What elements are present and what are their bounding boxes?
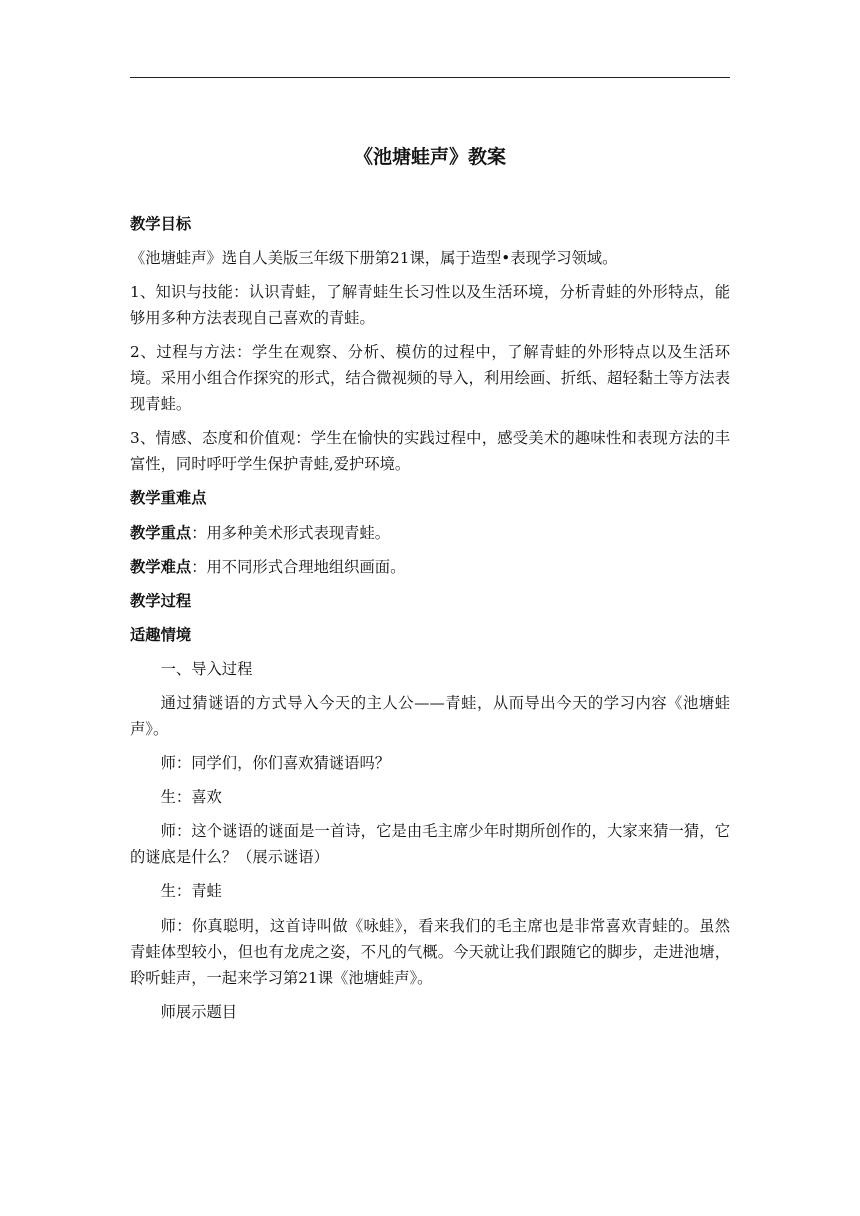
step-1-heading: 一、导入过程 xyxy=(160,659,253,678)
dialog-line: 生：青蛙 xyxy=(160,882,222,901)
intro-paragraph: 通过猜谜语的方式导入今天的主人公——青蛙，从而导出今天的学习内容《池塘蛙声》。 xyxy=(130,694,730,739)
document-body xyxy=(130,211,730,1033)
teaching-difficulty-text: ：用不同形式合理地组织画面。 xyxy=(191,557,406,576)
header-rule xyxy=(130,77,730,78)
dialog-line: 师：你真聪明，这首诗叫做《咏蛙》，看来我们的毛主席也是非常喜欢青蛙的。虽然青蛙体型较小，但也有龙虎之姿，不凡的气概。今天就让我们跟随它的脚步，走进池塘，聆听蛙声，一起来学习第21课《池塘蛙声》。 xyxy=(130,916,730,987)
objective-knowledge-skills: 1、知识与技能：认识青蛙，了解青蛙生长习性以及生活环境，分析青蛙的外形特点，能够用多种方法表现自己喜欢的青蛙。 xyxy=(130,283,730,328)
teaching-difficulty-label: 教学难点 xyxy=(130,557,192,576)
teaching-focus xyxy=(130,520,730,546)
teaching-focus-text: ：用多种美术形式表现青蛙。 xyxy=(191,523,391,542)
objectives-heading: 教学目标 xyxy=(130,215,192,233)
situation-heading: 适趣情境 xyxy=(130,625,192,644)
dialog-line: 师：同学们，你们喜欢猜谜语吗？ xyxy=(160,754,391,773)
teaching-focus-label: 教学重点 xyxy=(130,523,192,542)
teaching-difficulty xyxy=(130,554,730,580)
dialog-line: 生：喜欢 xyxy=(160,788,222,807)
objective-attitude-values: 3、情感、态度和价值观：学生在愉快的实践过程中，感受美术的趣味性和表现方法的丰富性，同时呼吁学生保护青蛙,爱护环境。 xyxy=(130,429,730,474)
dialog-line: 师：这个谜语的谜面是一首诗，它是由毛主席少年时期所创作的，大家来猜一猜，它的谜底是什么？（展示谜语） xyxy=(130,822,730,867)
document-title: 《池塘蛙声》教案 xyxy=(353,146,506,168)
objectives-intro: 《池塘蛙声》选自人美版三年级下册第21课，属于造型•表现学习领域。 xyxy=(130,249,618,268)
process-heading: 教学过程 xyxy=(130,591,192,610)
objective-process-methods: 2、过程与方法：学生在观察、分析、模仿的过程中，了解青蛙的外形特点以及生活环境。采用小组合作探究的形式，结合微视频的导入，利用绘画、折纸、超轻黏土等方法表现青蛙。 xyxy=(130,343,730,414)
dialog-line: 师展示题目 xyxy=(160,1002,238,1021)
key-points-heading: 教学重难点 xyxy=(130,489,207,508)
